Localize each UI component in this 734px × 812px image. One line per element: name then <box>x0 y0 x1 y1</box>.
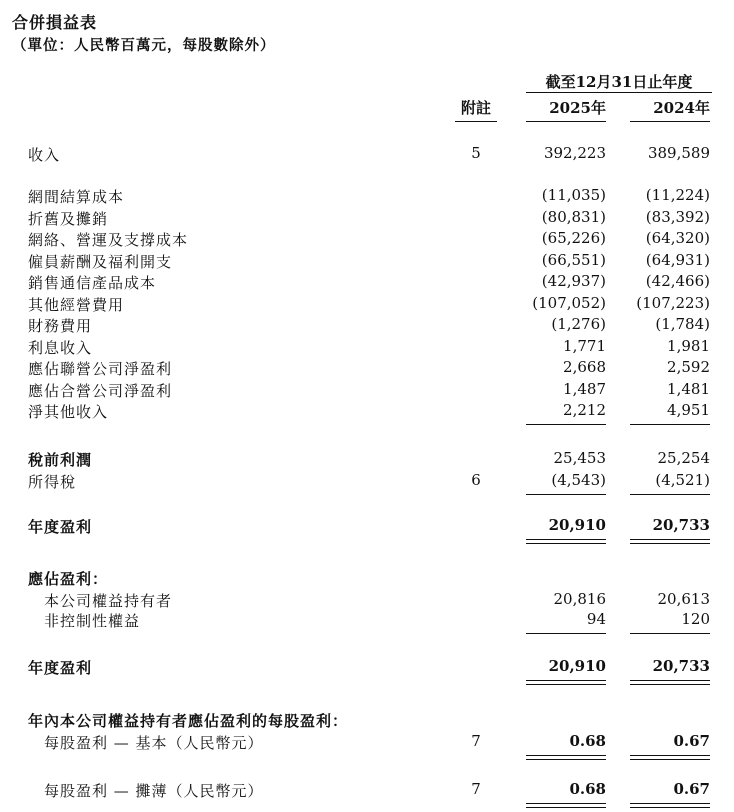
row-value-2024: (1,784) <box>655 315 710 333</box>
table-row <box>0 568 734 590</box>
row-value-2025: 2,212 <box>563 401 606 419</box>
row-label: 非控制性權益 <box>44 612 141 630</box>
table-row <box>0 337 734 359</box>
row-label: 其他經營費用 <box>28 295 125 314</box>
table-row <box>0 229 734 251</box>
table-row <box>0 780 734 802</box>
row-note: 7 <box>471 780 481 798</box>
row-label: 所得稅 <box>28 473 77 491</box>
row-value-2025: 94 <box>586 610 606 628</box>
subtotal-rule-2025 <box>526 494 606 495</box>
row-value-2024: 0.67 <box>673 732 710 750</box>
row-value-2024: 2,592 <box>667 358 710 376</box>
row-value-2025: (4,543) <box>551 471 606 489</box>
row-value-2025: (66,551) <box>541 250 606 269</box>
row-value-2024: (42,466) <box>645 272 710 290</box>
table-row <box>0 272 734 294</box>
table-row <box>0 449 734 471</box>
row-value-2025: 0.68 <box>569 780 606 798</box>
row-label: 年度盈利 <box>28 518 93 536</box>
total-double-rule-2025 <box>526 539 606 544</box>
row-value-2025: (11,035) <box>541 186 606 204</box>
total-double-rule-2025 <box>526 755 606 760</box>
row-value-2024: (64,931) <box>645 250 710 269</box>
row-value-2024: 1,481 <box>667 379 710 398</box>
row-value-2025: 1,487 <box>563 379 606 398</box>
row-label: 應佔合營公司淨盈利 <box>28 381 173 400</box>
row-label: 每股盈利 — 攤薄（人民幣元） <box>44 782 264 800</box>
row-value-2024: (107,223) <box>636 293 710 312</box>
row-note: 6 <box>471 471 481 489</box>
row-value-2025: (1,276) <box>551 315 606 333</box>
statement-title: 合併損益表 <box>12 13 98 32</box>
row-value-2025: 20,910 <box>548 657 606 675</box>
row-value-2024: 20,733 <box>652 657 710 675</box>
subtotal-rule-2024 <box>630 633 710 634</box>
row-value-2025: 20,910 <box>548 516 606 534</box>
subtotal-rule-2025 <box>526 633 606 634</box>
row-value-2025: 1,771 <box>563 336 606 355</box>
row-value-2025: (80,831) <box>541 207 606 226</box>
total-double-rule-2024 <box>630 680 710 685</box>
total-double-rule-2025 <box>526 680 606 685</box>
period-underline <box>526 92 712 93</box>
row-label: 財務費用 <box>28 317 93 335</box>
row-label: 每股盈利 — 基本（人民幣元） <box>44 734 264 752</box>
row-value-2024: (11,224) <box>645 186 710 204</box>
row-value-2025: 0.68 <box>569 732 606 750</box>
table-row <box>0 471 734 493</box>
row-label: 淨其他收入 <box>28 403 109 421</box>
row-value-2025: 2,668 <box>563 358 606 376</box>
subtotal-rule-2025 <box>526 424 606 425</box>
row-value-2025: 25,453 <box>553 449 606 467</box>
table-row <box>0 710 734 732</box>
table-row <box>0 186 734 208</box>
row-label: 收入 <box>28 146 61 164</box>
row-value-2025: 392,223 <box>543 144 606 162</box>
table-row <box>0 208 734 230</box>
row-value-2024: 4,951 <box>667 401 710 419</box>
row-label: 應佔聯營公司淨盈利 <box>28 360 173 378</box>
row-label: 年內本公司權益持有者應佔盈利的每股盈利： <box>28 712 349 730</box>
row-label: 年度盈利 <box>28 659 93 677</box>
table-row <box>0 315 734 337</box>
row-value-2024: (83,392) <box>645 207 710 226</box>
total-double-rule-2024 <box>630 803 710 808</box>
statement-subtitle: （單位：人民幣百萬元，每股數除外） <box>12 38 276 54</box>
row-label: 網間結算成本 <box>28 188 125 206</box>
row-value-2024: (64,320) <box>645 229 710 247</box>
row-value-2024: 120 <box>681 610 710 628</box>
row-label: 僱員薪酬及福利開支 <box>28 252 173 271</box>
row-label: 網絡、營運及支撐成本 <box>28 231 189 249</box>
period-header: 截至12月31日止年度 <box>545 73 693 91</box>
subtotal-rule-2024 <box>630 424 710 425</box>
row-value-2025: (42,937) <box>541 272 606 290</box>
table-row <box>0 251 734 273</box>
row-value-2025: (65,226) <box>541 229 606 247</box>
total-double-rule-2024 <box>630 755 710 760</box>
table-row <box>0 590 734 612</box>
row-value-2024: (4,521) <box>655 471 710 489</box>
row-label: 本公司權益持有者 <box>44 592 173 610</box>
row-value-2024: 389,589 <box>647 144 710 162</box>
subtotal-rule-2024 <box>630 494 710 495</box>
year-2024-header: 2024年 <box>630 97 710 122</box>
row-label: 折舊及攤銷 <box>28 209 109 228</box>
row-value-2024: 1,981 <box>667 336 710 355</box>
table-row <box>0 657 734 679</box>
table-row <box>0 294 734 316</box>
row-value-2024: 20,613 <box>657 590 710 608</box>
row-value-2025: (107,052) <box>532 293 606 312</box>
row-note: 5 <box>471 144 481 162</box>
year-2025-header: 2025年 <box>526 97 606 122</box>
row-note: 7 <box>471 732 481 750</box>
table-row <box>0 144 734 166</box>
table-row <box>0 516 734 538</box>
note-column-header: 附註 <box>455 97 497 122</box>
row-value-2024: 0.67 <box>673 780 710 798</box>
table-row <box>0 358 734 380</box>
row-label: 銷售通信產品成本 <box>28 274 157 292</box>
row-label: 稅前利潤 <box>28 451 93 469</box>
row-value-2024: 20,733 <box>652 516 710 534</box>
table-row <box>0 732 734 754</box>
row-value-2025: 20,816 <box>553 590 606 608</box>
table-row <box>0 380 734 402</box>
total-double-rule-2024 <box>630 539 710 544</box>
row-value-2024: 25,254 <box>657 449 710 467</box>
row-label: 應佔盈利： <box>28 570 109 588</box>
table-row <box>0 401 734 423</box>
table-row <box>0 610 734 632</box>
total-double-rule-2025 <box>526 803 606 808</box>
row-label: 利息收入 <box>28 338 93 357</box>
